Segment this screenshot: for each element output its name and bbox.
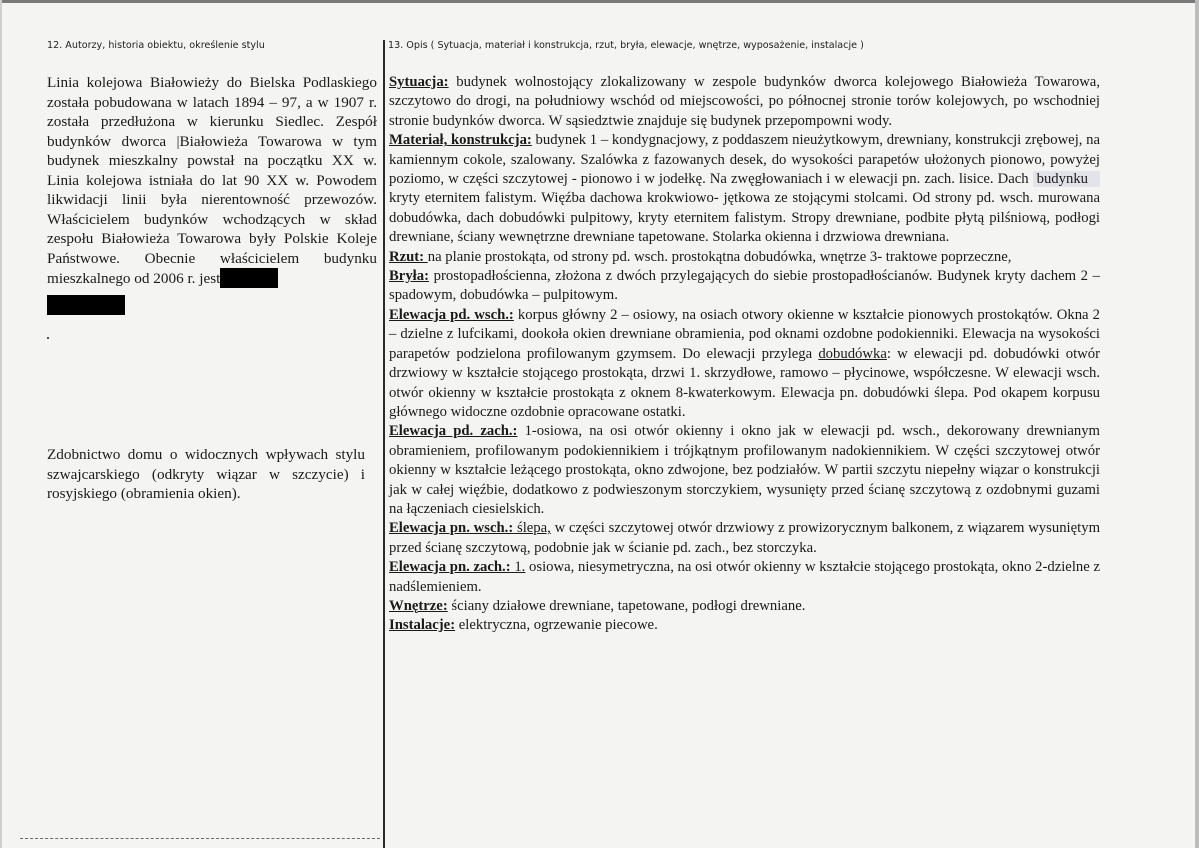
- elewacja-pd-zach-label: Elewacja pd. zach.:: [389, 423, 518, 440]
- material-label: Materiał, konstrukcja:: [389, 132, 532, 149]
- bottom-dashed-line: [20, 838, 380, 839]
- sytuacja-label: Sytuacja:: [389, 74, 449, 90]
- rzut-text: na planie prostokąta, od strony pd. wsch. prostokątna dobudówka, wnętrze 3- traktowe poprzeczne,: [427, 248, 1012, 265]
- rzut-label: Rzut:: [389, 248, 428, 265]
- material-highlight: budynku: [1033, 171, 1100, 187]
- rzut-paragraph: [389, 248, 1100, 267]
- material-text-1: budynek 1 – kondygnacjowy, z poddaszem nieużytkowym, drewniany, konstrukcji zrębowej, na kamiennym cokole, szalowany. Szalówka z fazowanych desek, do wysokości parapetów ułożonych pionowo, powyżej poziomo, w części szczytowej - pionowo i w jodełkę. Na zwęgłowaniach i w elewacji pn. zach. lisice. Dach: [389, 132, 1101, 188]
- scan-dot: [47, 337, 49, 339]
- material-paragraph: [389, 131, 1100, 247]
- material-text-2: kryty eternitem falistym. Więźba dachowa krokwiowo- jętkowa ze stojącymi stolcami. Od strony pd. wsch. murowana dobudówka, dach dobudówki pulpitowy, kryty eternitem falistym. Stropy drewniane, podbite płytą pilśniową, podłogi drewniane, ściany wewnętrzne drewniane tapetowane. Stolarka okienna i drzwiowa drewniana.: [389, 190, 1100, 246]
- elewacja-pd-wsch-paragraph: [389, 306, 1100, 422]
- sytuacja-text: budynek wolnostojący zlokalizowany w zespole budynków dworca kolejowego Białowieża Towarowa, szczytowo do drogi, na południowy wschód od miejscowości, po północnej stronie torów kolejowych, po wschodniej stronie budynków dworca. W sąsiedztwie znajduje się budynek przepompowni wody.: [389, 74, 1100, 129]
- history-paragraph: [47, 73, 377, 289]
- wnetrze-paragraph: [389, 597, 1100, 616]
- elewacja-pn-wsch-underlined: ślepa,: [513, 520, 551, 537]
- redaction-bar: [47, 295, 125, 315]
- bryla-text: prostopadłościenna, złożona z dwóch przylegających do siebie prostopadłościanów. Budynek kryty dachem 2 – spadowym, dobudówka – pulpitowym.: [389, 268, 1100, 304]
- elewacja-pd-wsch-label: Elewacja pd. wsch.:: [389, 306, 514, 323]
- style-section: [47, 445, 365, 504]
- page-top-edge: [0, 0, 1199, 3]
- style-paragraph: Zdobnictwo domu o widocznych wpływach stylu szwajcarskiego (odkryty wiązar w szczycie) i rosyjskiego (obramienia okien).: [47, 446, 365, 502]
- wnetrze-text: ściany działowe drewniane, tapetowane, podłogi drewniane.: [447, 597, 806, 614]
- section-12-header: 12. Autorzy, historia obiektu, określenie stylu: [47, 40, 265, 51]
- elewacja-pn-zach-label: Elewacja pn. zach.:: [389, 559, 511, 576]
- elewacja-pd-wsch-text-1: korpus główny 2 – osiowy, na osiach otwory okienne w kształcie pionowych prostokątów. Okna 2 – dzielne z lufcikami, dookoła okien drewniane obramienia, pod oknami ozdobne podokienniki. Elewacja na wysokości parapetów podzielona profilowanym gzymsem. Do elewacji przylega: [389, 306, 1100, 362]
- history-section: [47, 73, 377, 315]
- elewacja-pd-zach-text: 1-osiowa, na osi otwór okienny i okno jak w elewacji pd. wsch., dekorowany drewnianym obramieniem, profilowanym podokiennikiem i trójkątnym profilowanym nadokiennikiem. W części szczytowej otwór okienny w kształcie leżącego prostokąta, okno zdwojone, bez podziałów. W partii szczytu niepełny wiązar o konstrukcji jak w całej więźbie, dodatkowo z podwieszonym storczykiem, wysunięty przed ścianę szczytową z ozdobnymi guzami na łączeniach ciesielskich.: [389, 423, 1100, 517]
- bryla-paragraph: [389, 267, 1100, 306]
- column-divider: [383, 40, 385, 848]
- history-text: Linia kolejowa Białowieży do Bielska Podlaskiego została pobudowana w latach 1894 – 97, a w 1907 r. została przedłużona w kierunku Siedlec. Zespół budynków dworca |Białowieża Towarowa w tym budynek mieszkalny powstał na początku XX w. Linia kolejowa istniała do lat 90 XX w. Powodem likwidacji linii była nierentowność przewozów. Właścicielem budynków wchodzących w skład zespołu Białowieża Towarowa były Polskie Koleje Państwowe. Obecnie właścicielem budynku mieszkalnego od 2006 r. jest: [47, 74, 377, 287]
- elewacja-pd-wsch-text-2: : w elewacji pd. dobudówki otwór drzwiowy w kształcie stojącego prostokąta, drzwi 1. skrzydłowe, ramowo – płycinowe, współczesne. W elewacji wsch. otwór okienny w kształcie prostokąta z oknem 8-kwaterkowym. Elewacja pn. dobudówki ślepa. Pod okapem korpusu głównego widoczne ozdobnie opracowane ostatki.: [389, 345, 1100, 420]
- instalacje-label: Instalacje:: [389, 617, 456, 634]
- elewacja-pn-zach-paragraph: [389, 558, 1100, 597]
- page-right-edge: [1195, 0, 1199, 848]
- elewacja-pd-zach-paragraph: [389, 422, 1100, 519]
- page-left-edge: [0, 0, 2, 848]
- instalacje-paragraph: [389, 616, 1100, 635]
- description-section: [389, 73, 1100, 636]
- dobudowka-word: dobudówka: [818, 345, 887, 362]
- elewacja-pn-wsch-paragraph: [389, 519, 1100, 558]
- redaction-bar: [220, 268, 278, 288]
- section-13-header: 13. Opis ( Sytuacja, materiał i konstrukcja, rzut, bryła, elewacje, wnętrze, wyposażenie, instalacje ): [388, 40, 864, 51]
- wnetrze-label: Wnętrze:: [389, 597, 448, 614]
- instalacje-text: elektryczna, ogrzewanie piecowe.: [455, 617, 658, 634]
- elewacja-pn-wsch-text: w części szczytowej otwór drzwiowy z prowizorycznym balkonem, z wiązarem wysuniętym przed ścianę szczytową, podobnie jak w ścianie pd. zach., bez storczyka.: [389, 520, 1100, 556]
- bryla-label: Bryła:: [389, 268, 429, 285]
- elewacja-pn-zach-underlined: 1.: [510, 559, 526, 576]
- elewacja-pn-zach-text: osiowa, niesymetryczna, na osi otwór okienny w kształcie stojącego prostokąta, okno 2-dzielne z nadślemieniem.: [389, 559, 1100, 595]
- elewacja-pn-wsch-label: Elewacja pn. wsch.:: [389, 520, 514, 537]
- sytuacja-paragraph: [389, 73, 1100, 131]
